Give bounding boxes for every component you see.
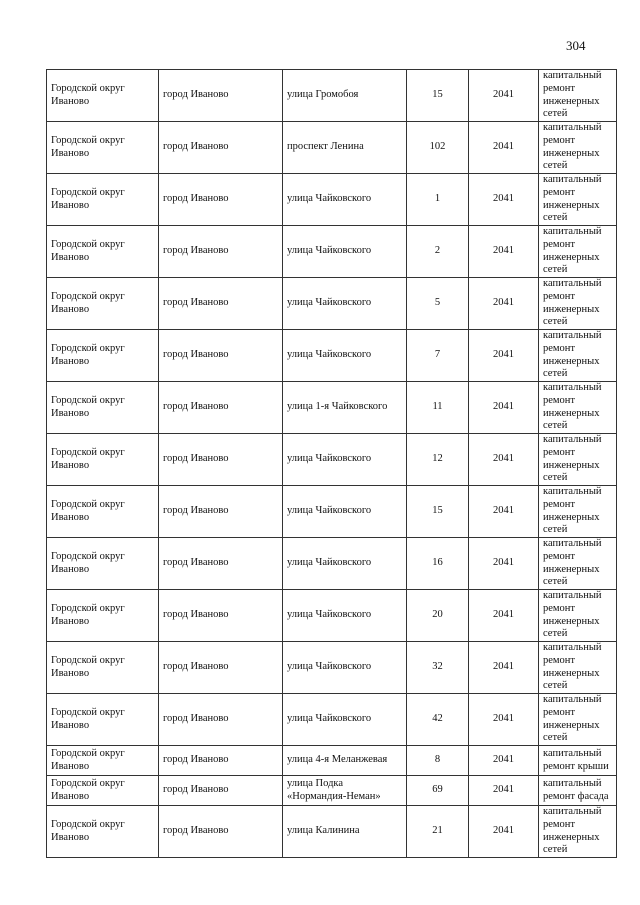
year-cell: 2041 <box>469 590 539 642</box>
year-cell: 2041 <box>469 434 539 486</box>
work-type-cell: капитальный ремонт инженерных сетей <box>539 330 617 382</box>
district-cell: Городской округ Иваново <box>47 590 159 642</box>
district-cell: Городской округ Иваново <box>47 122 159 174</box>
work-type-cell: капитальный ремонт крыши <box>539 746 617 776</box>
city-cell: город Иваново <box>159 538 283 590</box>
house-cell: 7 <box>407 330 469 382</box>
district-cell: Городской округ Иваново <box>47 382 159 434</box>
city-cell: город Иваново <box>159 174 283 226</box>
district-cell: Городской округ Иваново <box>47 70 159 122</box>
street-cell: улица Чайковского <box>283 434 407 486</box>
street-cell: улица Чайковского <box>283 538 407 590</box>
street-cell: улица Чайковского <box>283 590 407 642</box>
house-cell: 15 <box>407 486 469 538</box>
street-cell: улица Подка «Нормандия-Неман» <box>283 776 407 806</box>
table-row <box>47 642 617 694</box>
city-cell: город Иваново <box>159 776 283 806</box>
house-cell: 11 <box>407 382 469 434</box>
city-cell: город Иваново <box>159 746 283 776</box>
house-cell: 2 <box>407 226 469 278</box>
table-row <box>47 434 617 486</box>
work-type-cell: капитальный ремонт инженерных сетей <box>539 806 617 858</box>
work-type-cell: капитальный ремонт инженерных сетей <box>539 278 617 330</box>
city-cell: город Иваново <box>159 434 283 486</box>
table-row <box>47 70 617 122</box>
year-cell: 2041 <box>469 486 539 538</box>
house-cell: 15 <box>407 70 469 122</box>
table-row <box>47 382 617 434</box>
city-cell: город Иваново <box>159 330 283 382</box>
district-cell: Городской округ Иваново <box>47 642 159 694</box>
year-cell: 2041 <box>469 746 539 776</box>
district-cell: Городской округ Иваново <box>47 776 159 806</box>
work-type-cell: капитальный ремонт инженерных сетей <box>539 486 617 538</box>
district-cell: Городской округ Иваново <box>47 806 159 858</box>
table-row <box>47 174 617 226</box>
work-type-cell: капитальный ремонт инженерных сетей <box>539 642 617 694</box>
district-cell: Городской округ Иваново <box>47 434 159 486</box>
year-cell: 2041 <box>469 226 539 278</box>
work-type-cell: капитальный ремонт инженерных сетей <box>539 590 617 642</box>
street-cell: улица Калинина <box>283 806 407 858</box>
work-type-cell: капитальный ремонт инженерных сетей <box>539 538 617 590</box>
district-cell: Городской округ Иваново <box>47 278 159 330</box>
year-cell: 2041 <box>469 382 539 434</box>
district-cell: Городской округ Иваново <box>47 226 159 278</box>
year-cell: 2041 <box>469 70 539 122</box>
district-cell: Городской округ Иваново <box>47 746 159 776</box>
city-cell: город Иваново <box>159 70 283 122</box>
table-row <box>47 694 617 746</box>
house-cell: 8 <box>407 746 469 776</box>
year-cell: 2041 <box>469 642 539 694</box>
house-cell: 69 <box>407 776 469 806</box>
house-cell: 16 <box>407 538 469 590</box>
table-row <box>47 776 617 806</box>
district-cell: Городской округ Иваново <box>47 538 159 590</box>
table-row <box>47 746 617 776</box>
city-cell: город Иваново <box>159 590 283 642</box>
street-cell: улица Чайковского <box>283 486 407 538</box>
table-row <box>47 486 617 538</box>
city-cell: город Иваново <box>159 806 283 858</box>
city-cell: город Иваново <box>159 278 283 330</box>
work-type-cell: капитальный ремонт инженерных сетей <box>539 382 617 434</box>
street-cell: улица Чайковского <box>283 174 407 226</box>
work-type-cell: капитальный ремонт инженерных сетей <box>539 226 617 278</box>
year-cell: 2041 <box>469 538 539 590</box>
table-row <box>47 330 617 382</box>
repair-schedule-table <box>46 69 617 858</box>
district-cell: Городской округ Иваново <box>47 486 159 538</box>
city-cell: город Иваново <box>159 694 283 746</box>
street-cell: проспект Ленина <box>283 122 407 174</box>
city-cell: город Иваново <box>159 226 283 278</box>
city-cell: город Иваново <box>159 486 283 538</box>
year-cell: 2041 <box>469 776 539 806</box>
house-cell: 32 <box>407 642 469 694</box>
work-type-cell: капитальный ремонт инженерных сетей <box>539 434 617 486</box>
year-cell: 2041 <box>469 330 539 382</box>
table-row <box>47 278 617 330</box>
house-cell: 102 <box>407 122 469 174</box>
street-cell: улица Чайковского <box>283 226 407 278</box>
work-type-cell: капитальный ремонт инженерных сетей <box>539 174 617 226</box>
house-cell: 21 <box>407 806 469 858</box>
house-cell: 42 <box>407 694 469 746</box>
year-cell: 2041 <box>469 694 539 746</box>
house-cell: 20 <box>407 590 469 642</box>
city-cell: город Иваново <box>159 642 283 694</box>
work-type-cell: капитальный ремонт инженерных сетей <box>539 694 617 746</box>
street-cell: улица Чайковского <box>283 278 407 330</box>
year-cell: 2041 <box>469 174 539 226</box>
table-row <box>47 806 617 858</box>
year-cell: 2041 <box>469 278 539 330</box>
work-type-cell: капитальный ремонт инженерных сетей <box>539 122 617 174</box>
district-cell: Городской округ Иваново <box>47 174 159 226</box>
city-cell: город Иваново <box>159 122 283 174</box>
street-cell: улица Чайковского <box>283 642 407 694</box>
street-cell: улица Громобоя <box>283 70 407 122</box>
district-cell: Городской округ Иваново <box>47 694 159 746</box>
year-cell: 2041 <box>469 806 539 858</box>
table-row <box>47 538 617 590</box>
work-type-cell: капитальный ремонт фасада <box>539 776 617 806</box>
table-row <box>47 226 617 278</box>
street-cell: улица 1-я Чайковского <box>283 382 407 434</box>
year-cell: 2041 <box>469 122 539 174</box>
work-type-cell: капитальный ремонт инженерных сетей <box>539 70 617 122</box>
page-number: 304 <box>566 38 586 53</box>
street-cell: улица Чайковского <box>283 694 407 746</box>
street-cell: улица 4-я Меланжевая <box>283 746 407 776</box>
table-row <box>47 590 617 642</box>
house-cell: 1 <box>407 174 469 226</box>
city-cell: город Иваново <box>159 382 283 434</box>
house-cell: 12 <box>407 434 469 486</box>
house-cell: 5 <box>407 278 469 330</box>
table-row <box>47 122 617 174</box>
district-cell: Городской округ Иваново <box>47 330 159 382</box>
street-cell: улица Чайковского <box>283 330 407 382</box>
